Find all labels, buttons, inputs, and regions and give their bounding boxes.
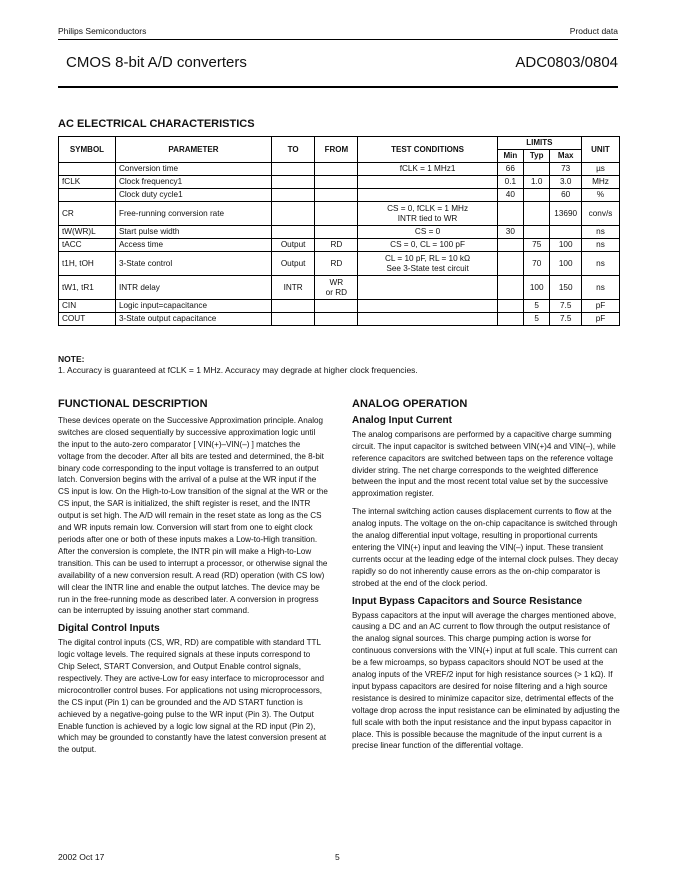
ibc-heading: Input Bypass Capacitors and Source Resistance <box>352 595 583 607</box>
cell-max <box>550 189 582 202</box>
cell-parameter <box>115 239 271 252</box>
cell-symbol <box>59 239 116 252</box>
cell-to <box>272 163 315 176</box>
cell-unit-text: µs <box>596 164 605 173</box>
cell-typ-text: 5 <box>534 301 539 310</box>
cell-min-text: 40 <box>505 190 515 199</box>
cell-max <box>550 163 582 176</box>
col-from: FROM <box>315 137 358 163</box>
cell-min <box>497 276 523 300</box>
cell-unit <box>582 226 620 239</box>
cell-max <box>550 239 582 252</box>
cell-cond <box>358 189 497 202</box>
table-header-row <box>59 137 620 150</box>
cell-to <box>272 176 315 189</box>
cell-typ <box>524 252 550 276</box>
title-rule <box>58 86 618 88</box>
cell-max-text: 13690 <box>554 208 578 218</box>
cell-max-text: 3.0 <box>559 177 572 186</box>
cell-unit <box>582 189 620 202</box>
cell-cond-text: CS = 0, CL = 100 pF <box>390 240 465 249</box>
cell-min <box>497 176 523 189</box>
cell-max <box>550 252 582 276</box>
cell-cond <box>358 276 497 300</box>
cell-to <box>272 226 315 239</box>
cell-to <box>272 239 315 252</box>
col-conditions: TEST CONDITIONS <box>358 137 497 163</box>
cell-to <box>272 202 315 226</box>
cell-from <box>315 300 358 313</box>
cell-typ-text: 100 <box>529 282 544 292</box>
cell-max-text: 100 <box>558 258 573 268</box>
cell-unit-text: MHz <box>592 177 609 186</box>
cell-unit <box>582 300 620 313</box>
cell-min <box>497 202 523 226</box>
cell-typ-text: 70 <box>532 258 542 268</box>
col-min: Min <box>497 150 523 163</box>
cell-unit-text: ns <box>596 240 605 249</box>
table-row <box>59 313 620 326</box>
cell-parameter-text: Clock frequency1 <box>118 177 183 186</box>
cell-cond-text: CS = 0 <box>414 227 441 236</box>
table-row <box>59 163 620 176</box>
cell-unit <box>582 276 620 300</box>
cell-unit <box>582 163 620 176</box>
cell-cond <box>358 239 497 252</box>
cell-max <box>550 176 582 189</box>
cell-symbol <box>59 226 116 239</box>
cell-from <box>315 202 358 226</box>
cell-max-text: 73 <box>561 164 571 173</box>
cell-max-text: 150 <box>558 282 573 292</box>
cell-cond2-text: INTR tied to WR <box>397 213 458 223</box>
cell-typ <box>524 313 550 326</box>
cell-max <box>550 202 582 226</box>
cell-from <box>315 276 358 300</box>
cell-parameter <box>115 300 271 313</box>
cell-min <box>497 239 523 252</box>
table-row <box>59 176 620 189</box>
cell-unit-text: ns <box>596 227 605 236</box>
cell-max <box>550 313 582 326</box>
cell-to <box>272 313 315 326</box>
cell-to <box>272 189 315 202</box>
col-max: Max <box>550 150 582 163</box>
cell-symbol-text: COUT <box>62 314 86 323</box>
cell-typ <box>524 189 550 202</box>
page-title: CMOS 8-bit A/D converters <box>66 54 247 71</box>
cell-min <box>497 300 523 313</box>
table-row <box>59 226 620 239</box>
cell-parameter-text: Clock duty cycle1 <box>118 190 183 199</box>
cell-min <box>497 313 523 326</box>
cell-max-text: 100 <box>558 240 573 249</box>
col-parameter: PARAMETER <box>115 137 271 163</box>
header-company: Philips Semiconductors <box>58 26 147 36</box>
cell-cond-text: CS = 0, fCLK = 1 MHz <box>387 203 469 213</box>
cell-cond <box>358 252 497 276</box>
dci-heading: Digital Control Inputs <box>58 623 160 635</box>
cell-symbol <box>59 163 116 176</box>
cell-to <box>272 252 315 276</box>
col-typ: Typ <box>524 150 550 163</box>
cell-max <box>550 300 582 313</box>
cell-unit-text: ns <box>596 258 605 268</box>
cell-parameter <box>115 276 271 300</box>
cell-typ <box>524 276 550 300</box>
cell-unit-text: conv/s <box>588 208 613 218</box>
cell-from <box>315 163 358 176</box>
cell-min-text: 30 <box>505 227 515 236</box>
cell-cond-text: fCLK = 1 MHz1 <box>399 164 456 173</box>
cell-symbol <box>59 252 116 276</box>
functional-section <box>58 399 328 762</box>
cell-parameter-text: Access time <box>118 240 164 249</box>
cell-parameter-text: Start pulse width <box>118 227 180 236</box>
cell-symbol-text: CIN <box>62 301 77 310</box>
cell-unit-text: ns <box>596 282 605 292</box>
cell-symbol <box>59 313 116 326</box>
cell-from <box>315 176 358 189</box>
part-number: ADC0803/0804 <box>515 54 618 71</box>
cell-parameter-text: 3-State output capacitance <box>118 314 217 323</box>
cell-symbol-text: t1H, tOH <box>62 258 94 268</box>
cell-typ-text: 1.0 <box>531 177 543 186</box>
cell-cond <box>358 176 497 189</box>
cell-from <box>315 189 358 202</box>
cell-min-text: 0.1 <box>504 177 517 186</box>
cell-symbol <box>59 202 116 226</box>
cell-from-text: RD <box>330 240 343 249</box>
table-row <box>59 239 620 252</box>
cell-parameter-text: 3-State control <box>118 258 173 268</box>
cell-to-text: INTR <box>283 282 303 292</box>
cell-parameter-text: Conversion time <box>118 164 179 173</box>
cell-from <box>315 239 358 252</box>
analog-section <box>352 399 620 758</box>
cell-typ <box>524 163 550 176</box>
cell-typ <box>524 226 550 239</box>
cell-unit-text: pF <box>595 314 606 323</box>
cell-max-text: 7.5 <box>559 314 572 323</box>
cell-parameter <box>115 226 271 239</box>
footer-page: 5 <box>335 852 340 862</box>
aic-paragraph-2: The internal switching action causes displacement currents to flow at the analog inputs. The voltage on the on-chip capacitance is switched through the analog differential input voltage, resulting in proportional currents entering the VIN(+) input and leaving the VIN(–) input. These transient currents occur at the leading edge of the internal clock pulses. They decay rapidly so do not inherently cause errors as the on-chip comparator is strobed at the end of the clock period. <box>352 507 619 588</box>
table-row <box>59 276 620 300</box>
cell-to <box>272 300 315 313</box>
col-to: TO <box>272 137 315 163</box>
cell-from-text: RD <box>330 258 343 268</box>
cell-cond <box>358 163 497 176</box>
cell-symbol <box>59 300 116 313</box>
cell-parameter-text: Logic input=capacitance <box>118 301 208 310</box>
cell-unit <box>582 202 620 226</box>
cell-typ <box>524 239 550 252</box>
cell-unit-text: % <box>596 190 605 199</box>
cell-parameter <box>115 163 271 176</box>
cell-unit <box>582 239 620 252</box>
cell-unit <box>582 176 620 189</box>
cell-cond <box>358 202 497 226</box>
aic-heading: Analog Input Current <box>352 414 452 426</box>
cell-symbol <box>59 176 116 189</box>
table-row <box>59 252 620 276</box>
header-doc-type: Product data <box>569 26 618 36</box>
cell-cond <box>358 313 497 326</box>
cell-symbol <box>59 276 116 300</box>
col-limits: LIMITS <box>497 137 581 150</box>
cell-parameter <box>115 202 271 226</box>
cell-max <box>550 226 582 239</box>
cell-min-text: 66 <box>505 164 515 173</box>
cell-symbol-text: tACC <box>62 240 82 249</box>
cell-parameter-text: Free-running conversion rate <box>118 208 225 218</box>
cell-parameter <box>115 176 271 189</box>
cell-typ-text: 5 <box>534 314 539 323</box>
note-label: NOTE: <box>58 354 85 364</box>
cell-max-text: 60 <box>561 190 571 199</box>
cell-symbol-text: tW(WR)L <box>62 227 96 236</box>
cell-symbol-text: CR <box>62 208 74 218</box>
cell-typ <box>524 300 550 313</box>
dci-paragraph: The digital control inputs (CS, WR, RD) are compatible with standard TTL logic voltage levels. The required signals at these inputs correspond to Chip Select, START Conversion, and Output Enable control signals, respectively. They are active-Low for easy interface to microprocessor and microcontroller control buses. For applications not using microprocessors, the CS input (Pin 1) can be grounded and the A/D START function is achieved by a negative-going pulse to the WR input (Pin 3). The Output Enable function is achieved by a logic low signal at the RD input (Pin 2), which may be grounded to constantly have the latest conversion present at the output. <box>58 638 327 755</box>
cell-cond-text: CL = 10 pF, RL = 10 kΩ <box>384 253 471 263</box>
table-row <box>59 300 620 313</box>
footer-date: 2002 Oct 17 <box>58 852 105 862</box>
analog-heading: ANALOG OPERATION <box>352 398 468 410</box>
cell-typ <box>524 176 550 189</box>
cell-parameter <box>115 252 271 276</box>
table-row <box>59 189 620 202</box>
ibc-paragraph: Bypass capacitors at the input will average the charges mentioned above, causing a DC and an AC current to flow through the output resistance of the analog signal sources. This charge pumping action is worse for continuous conversions with the VIN(+) input at full scale. This current can be a few microamps, so bypass capacitors should NOT be used at the analog inputs of the VREF/2 input for high resistance sources (> 1 kΩ). If input bypass capacitors are desired for noise filtering and a high source resistance is desired to minimize capacitor size, detrimental effects of the voltage drop across the input resistance can be eliminated by adjusting the full scale with both the input resistance and the input bypass capacitor in place. This is possible because the magnitude of the input current is a precise linear function of the differential voltage. <box>352 610 620 751</box>
cell-min <box>497 226 523 239</box>
cell-max <box>550 276 582 300</box>
cell-max-text: 7.5 <box>559 301 572 310</box>
cell-typ-text: 75 <box>532 240 542 249</box>
cell-unit-text: pF <box>595 301 606 310</box>
cell-cond <box>358 226 497 239</box>
ac-table <box>58 136 620 326</box>
note-text: 1. Accuracy is guaranteed at fCLK = 1 MHz. Accuracy may degrade at higher clock frequencies. <box>58 365 418 375</box>
table-note <box>58 354 418 376</box>
cell-cond <box>358 300 497 313</box>
cell-cond2-text: See 3-State test circuit <box>386 263 469 273</box>
cell-typ <box>524 202 550 226</box>
cell-min <box>497 163 523 176</box>
cell-parameter-text: INTR delay <box>118 282 160 292</box>
functional-heading: FUNCTIONAL DESCRIPTION <box>58 398 208 410</box>
cell-from <box>315 226 358 239</box>
cell-from <box>315 313 358 326</box>
cell-from <box>315 252 358 276</box>
cell-min <box>497 252 523 276</box>
cell-unit <box>582 252 620 276</box>
cell-to-text: Output <box>280 240 306 249</box>
col-symbol: SYMBOL <box>59 137 116 163</box>
table-row <box>59 202 620 226</box>
cell-parameter <box>115 189 271 202</box>
cell-symbol <box>59 189 116 202</box>
cell-unit <box>582 313 620 326</box>
cell-symbol-text: tW1, tR1 <box>62 282 94 292</box>
cell-to-text: Output <box>280 258 306 268</box>
cell-min <box>497 189 523 202</box>
header-rule <box>58 39 618 40</box>
ac-heading: AC ELECTRICAL CHARACTERISTICS <box>58 118 255 130</box>
cell-from-text: WR <box>329 277 344 287</box>
cell-symbol-text: fCLK <box>62 177 81 186</box>
cell-from2-text: or RD <box>325 287 348 297</box>
aic-paragraph-1: The analog comparisons are performed by a capacitive charge summing circuit. The input capacitor is switched between VIN(+)4 and VIN(–), while reference capacitors are switched between taps on the reference voltage divider string. The net charge corresponds to the weighted difference between the input and the most recent total value set by the successive approximation register. <box>352 429 616 499</box>
functional-paragraph: These devices operate on the Successive Approximation principle. Analog switches are closed sequentially by successive approximation logic until the input to the auto-zero comparator [ VIN(+)–VIN(–) ] matches the voltage from the decoder. After all bits are tested and determined, the 8-bit binary code corresponding to the input voltage is transferred to an output latch. Conversion begins with the arrival of a pulse at the WR input if the CS input is low. On the High-to-Low transition of the signal at the WR or the CS input, the SAR is initialized, the shift register is reset, and the INTR output is set high. The A/D will remain in the reset state as long as the CS and WR inputs remain low. Conversion will start from one to eight clock periods after one or both of these inputs makes a Low-to-High transition. After the conversion is complete, the INTR pin will make a High-to-Low transition. This can be used to interrupt a processor, or otherwise signal the availability of a new conversion result. A read (RD) operation (with CS low) will clear the INTR line and enable the output latches. The device may be run in the free-running mode as described later. A conversion in progress can be interrupted by issuing another start command. <box>58 415 328 616</box>
cell-to <box>272 276 315 300</box>
col-unit: UNIT <box>582 137 620 163</box>
cell-parameter <box>115 313 271 326</box>
